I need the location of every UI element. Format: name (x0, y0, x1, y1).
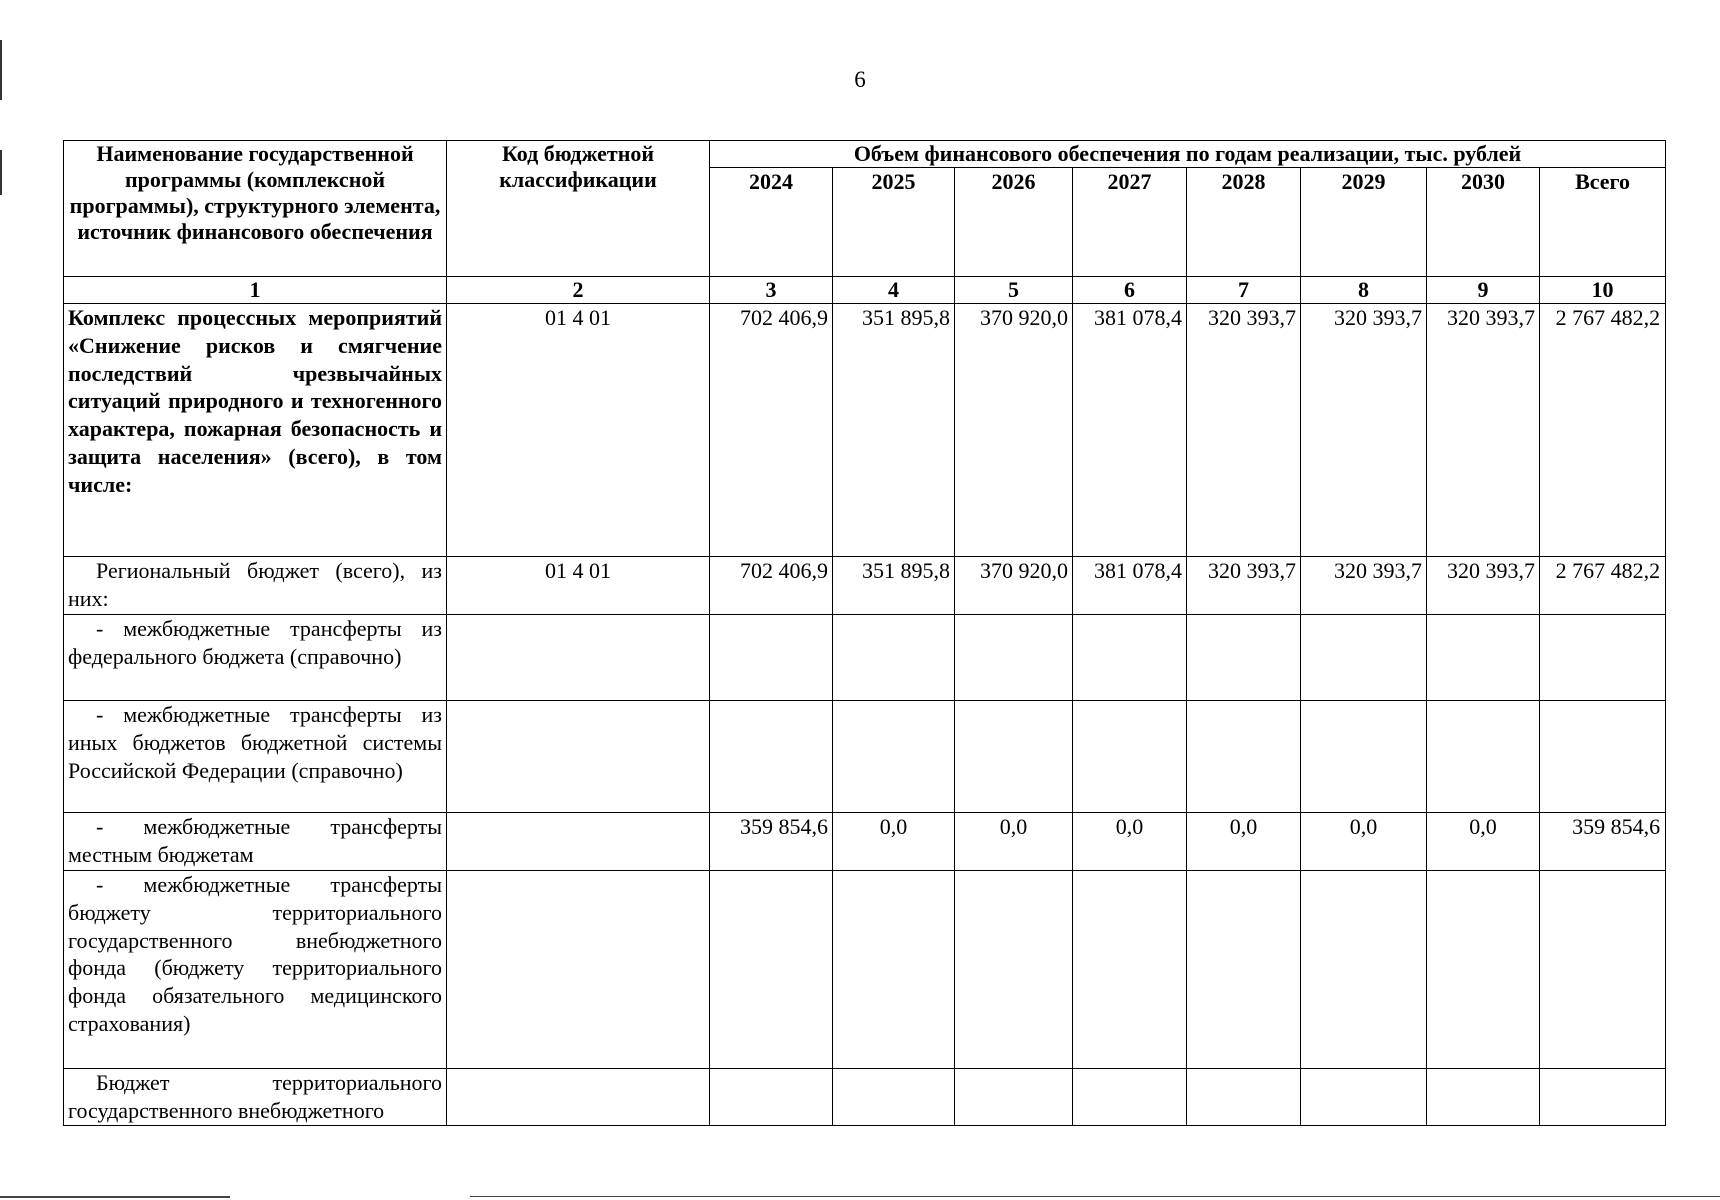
column-number: 3 (710, 277, 833, 304)
row-value (955, 701, 1073, 813)
header-name: Наименование государственной программы (комплексной программы), структурного элемента, источник финансового обеспечения (64, 141, 447, 277)
row-code (447, 701, 710, 813)
row-value (833, 871, 955, 1069)
row-value (1073, 701, 1187, 813)
column-number: 7 (1187, 277, 1301, 304)
row-value (1427, 615, 1540, 701)
row-value (955, 615, 1073, 701)
row-value: 320 393,7 (1187, 304, 1301, 557)
row-total (1540, 701, 1666, 813)
row-value (1301, 871, 1427, 1069)
row-value: 359 854,6 (710, 813, 833, 871)
row-value (833, 701, 955, 813)
column-number: 8 (1301, 277, 1427, 304)
row-value: 381 078,4 (1073, 304, 1187, 557)
scan-margin-mark (0, 150, 2, 195)
row-value (1301, 1069, 1427, 1126)
row-value: 351 895,8 (833, 557, 955, 615)
scan-edge-rule (0, 1196, 230, 1198)
row-total (1540, 871, 1666, 1069)
column-number-row (64, 277, 1666, 304)
header-year: 2030 (1427, 168, 1540, 277)
table-row (64, 615, 1666, 701)
header-year: 2028 (1187, 168, 1301, 277)
row-code: 01 4 01 (447, 557, 710, 615)
row-value (1187, 1069, 1301, 1126)
row-value (1301, 615, 1427, 701)
row-value (1187, 871, 1301, 1069)
row-value (833, 1069, 955, 1126)
row-value (1187, 701, 1301, 813)
header-year: 2029 (1301, 168, 1427, 277)
row-code (447, 615, 710, 701)
header-year: 2026 (955, 168, 1073, 277)
page-number: 6 (854, 67, 866, 92)
row-value (1073, 1069, 1187, 1126)
row-value (955, 1069, 1073, 1126)
row-value (1073, 871, 1187, 1069)
row-total (1540, 615, 1666, 701)
row-total (1540, 1069, 1666, 1126)
row-value (1187, 615, 1301, 701)
table-row (64, 1069, 1666, 1126)
row-name: - межбюджетные трансферты из федерального бюджета (справочно) (64, 615, 447, 701)
row-value: 702 406,9 (710, 557, 833, 615)
row-value (710, 615, 833, 701)
row-name: - межбюджетные трансферты местным бюджетам (64, 813, 447, 871)
row-code (447, 1069, 710, 1126)
header-year: 2025 (833, 168, 955, 277)
row-value (1427, 701, 1540, 813)
row-code: 01 4 01 (447, 304, 710, 557)
row-value: 320 393,7 (1427, 304, 1540, 557)
row-value: 320 393,7 (1187, 557, 1301, 615)
table-row (64, 871, 1666, 1069)
row-total: 2 767 482,2 (1540, 557, 1666, 615)
table-row (64, 557, 1666, 615)
column-number: 1 (64, 277, 447, 304)
row-value: 351 895,8 (833, 304, 955, 557)
table-row (64, 813, 1666, 871)
header-year: 2024 (710, 168, 833, 277)
row-value: 381 078,4 (1073, 557, 1187, 615)
row-value: 0,0 (1427, 813, 1540, 871)
column-number: 6 (1073, 277, 1187, 304)
row-name: Региональный бюджет (всего), из них: (64, 557, 447, 615)
row-value: 320 393,7 (1301, 557, 1427, 615)
row-value: 0,0 (1073, 813, 1187, 871)
row-total: 2 767 482,2 (1540, 304, 1666, 557)
row-name: Бюджет территориального государственного внебюджетного (64, 1069, 447, 1126)
row-value: 320 393,7 (1301, 304, 1427, 557)
scan-edge-rule (470, 1196, 1720, 1197)
column-number: 4 (833, 277, 955, 304)
table-row (64, 304, 1666, 557)
row-value (710, 701, 833, 813)
row-value (955, 871, 1073, 1069)
header-financing-group: Объем финансового обеспечения по годам реализации, тыс. рублей (710, 141, 1666, 168)
row-value (1427, 871, 1540, 1069)
header-year: 2027 (1073, 168, 1187, 277)
row-value: 0,0 (955, 813, 1073, 871)
row-value: 0,0 (1301, 813, 1427, 871)
column-number: 10 (1540, 277, 1666, 304)
row-total: 359 854,6 (1540, 813, 1666, 871)
row-value (833, 615, 955, 701)
row-value (1427, 1069, 1540, 1126)
row-value (710, 871, 833, 1069)
row-value (1301, 701, 1427, 813)
table-row (64, 701, 1666, 813)
header-total: Всего (1540, 168, 1666, 277)
row-value (1073, 615, 1187, 701)
row-name: - межбюджетные трансферты из иных бюджетов бюджетной системы Российской Федерации (справочно) (64, 701, 447, 813)
row-value: 370 920,0 (955, 304, 1073, 557)
row-name: - межбюджетные трансферты бюджету территориального государственного внебюджетного фонда (бюджету территориального фонда обязательного медицинского страхования) (64, 871, 447, 1069)
header-code: Код бюджетной классификации (447, 141, 710, 277)
column-number: 5 (955, 277, 1073, 304)
row-value: 702 406,9 (710, 304, 833, 557)
row-code (447, 813, 710, 871)
column-number: 2 (447, 277, 710, 304)
row-value (710, 1069, 833, 1126)
row-name: Комплекс процессных мероприятий «Снижение рисков и смягчение последствий чрезвычайных ситуаций природного и техногенного характера, пожарная безопасность и защита населения» (всего), в том числе: (64, 304, 447, 557)
row-code (447, 871, 710, 1069)
row-value: 370 920,0 (955, 557, 1073, 615)
budget-table (63, 140, 1666, 1126)
header-row (64, 141, 1666, 168)
row-value: 0,0 (1187, 813, 1301, 871)
row-value: 320 393,7 (1427, 557, 1540, 615)
row-value: 0,0 (833, 813, 955, 871)
column-number: 9 (1427, 277, 1540, 304)
